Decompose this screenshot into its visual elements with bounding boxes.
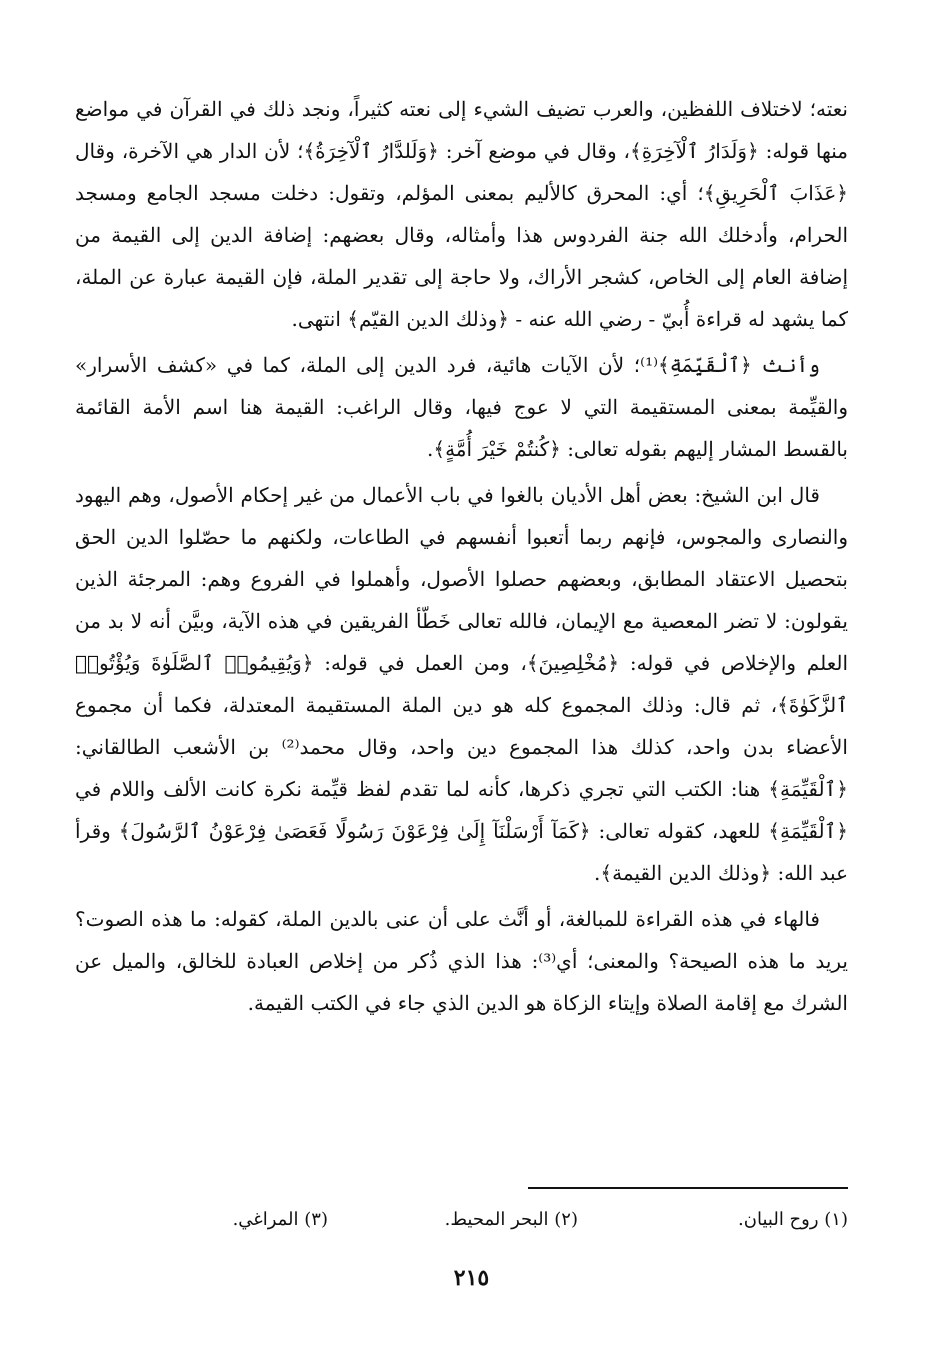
paragraph-2: وأنث ﴿ٱلْقَيِّمَةِ﴾⁽¹⁾؛ لأن الآيات هائية، فرد الدين إلى الملة، كما في «كشف الأسرار» والقيِّمة بمعنى المستقيمة التي لا عوج فيها، وقال الراغب: القيمة هنا اسم الأمة القائمة بالقسط المشار إليهم بقوله تعالى: ﴿كُنتُمْ خَيْرَ أُمَّةٍ﴾. [75, 353, 848, 461]
paragraph-4: فالهاء في هذه القراءة للمبالغة، أو أنَّث على أن عنى بالدين الملة، كقوله: ما هذه الصوت؟ يريد ما هذه الصيحة؟ والمعنى؛ أي⁽³⁾: هذا الذي ذُكر من إخلاص العبادة للخالق، والميل عن الشرك مع إقامة الصلاة وإيتاء الزكاة هو الدين الذي جاء في الكتب القيمة. [75, 907, 849, 1015]
paragraph-1: نعته؛ لاختلاف اللفظين، والعرب تضيف الشيء إلى نعته كثيراً، ونجد ذلك في القرآن في مواضع منها قوله: ﴿وَلَدَارُ ٱلْآخِرَةِ﴾، وقال في موضع آخر: ﴿وَلَلدَّارُ ٱلْآخِرَةُ﴾؛ لأن الدار هي الآخرة، وقال ﴿عَذَابَ ٱلْحَرِيقِ﴾؛ أي: المحرق كالأليم بمعنى المؤلم، وتقول: دخلت مسجد الجامع ومسجد الحرام، وأدخلك الله جنة الفردوس هذا وأمثاله، وقال بعضهم: إضافة الدين إلى القيمة من إضافة العام إلى الخاص، كشجر الأراك، ولا حاجة إلى تقدير الملة، فإن القيمة عبارة عن الملة، كما يشهد له قراءة أُبيّ - رضي الله عنه - ﴿وذلك الدين القيّم﴾ انتهى. [75, 97, 848, 331]
footnote-1: (١) روح البيان. [738, 1209, 848, 1230]
page-body [75, 88, 848, 1024]
paragraph-3: قال ابن الشيخ: بعض أهل الأديان بالغوا في باب الأعمال من غير إحكام الأصول، وهم اليهود والنصارى والمجوس، فإنهم ربما أتعبوا أنفسهم في الطاعات، ولكنهم ما حصّلوا الدين الحق بتحصيل الاعتقاد المطابق، وبعضهم حصلوا الأصول، وأهملوا في الفروع وهم: المرجئة الذين يقولون: لا تضر المعصية مع الإيمان، فالله تعالى خَطّأ الفريقين في هذه الآية، وبيَّن أنه لا بد من العلم والإخلاص في قوله: ﴿مُخْلِصِينَ﴾، ومن العمل في قوله: ﴿وَيُقِيمُوا۟ ٱلصَّلَوٰةَ وَيُؤْتُوا۟ ٱلزَّكَوٰةَ﴾، ثم قال: وذلك المجموع كله هو دين الملة المستقيمة المعتدلة، فكما أن مجموع الأعضاء بدن واحد، كذلك هذا المجموع دين واحد، وقال محمد⁽²⁾ بن الأشعب الطالقاني: ﴿ٱلْقَيِّمَةِ﴾ هنا: الكتب التي تجري ذكرها، كأنه لما تقدم لفظ قيِّمة نكرة كانت الألف واللام في ﴿ٱلْقَيِّمَةِ﴾ للعهد، كقوله تعالى: ﴿كَمَآ أَرْسَلْنَآ إِلَىٰ فِرْعَوْنَ رَسُولًا فَعَصَىٰ فِرْعَوْنُ ٱلرَّسُولَ﴾ وقرأ عبد الله: ﴿وذلك الدين القيمة﴾. [75, 483, 849, 885]
footnotes [168, 1200, 848, 1240]
page-number: ٢١٥ [453, 1265, 490, 1291]
footnote-2: (٢) البحر المحيط. [444, 1209, 578, 1230]
footnote-3: (٣) المراغي. [232, 1209, 328, 1230]
footnote-divider [528, 1187, 848, 1189]
